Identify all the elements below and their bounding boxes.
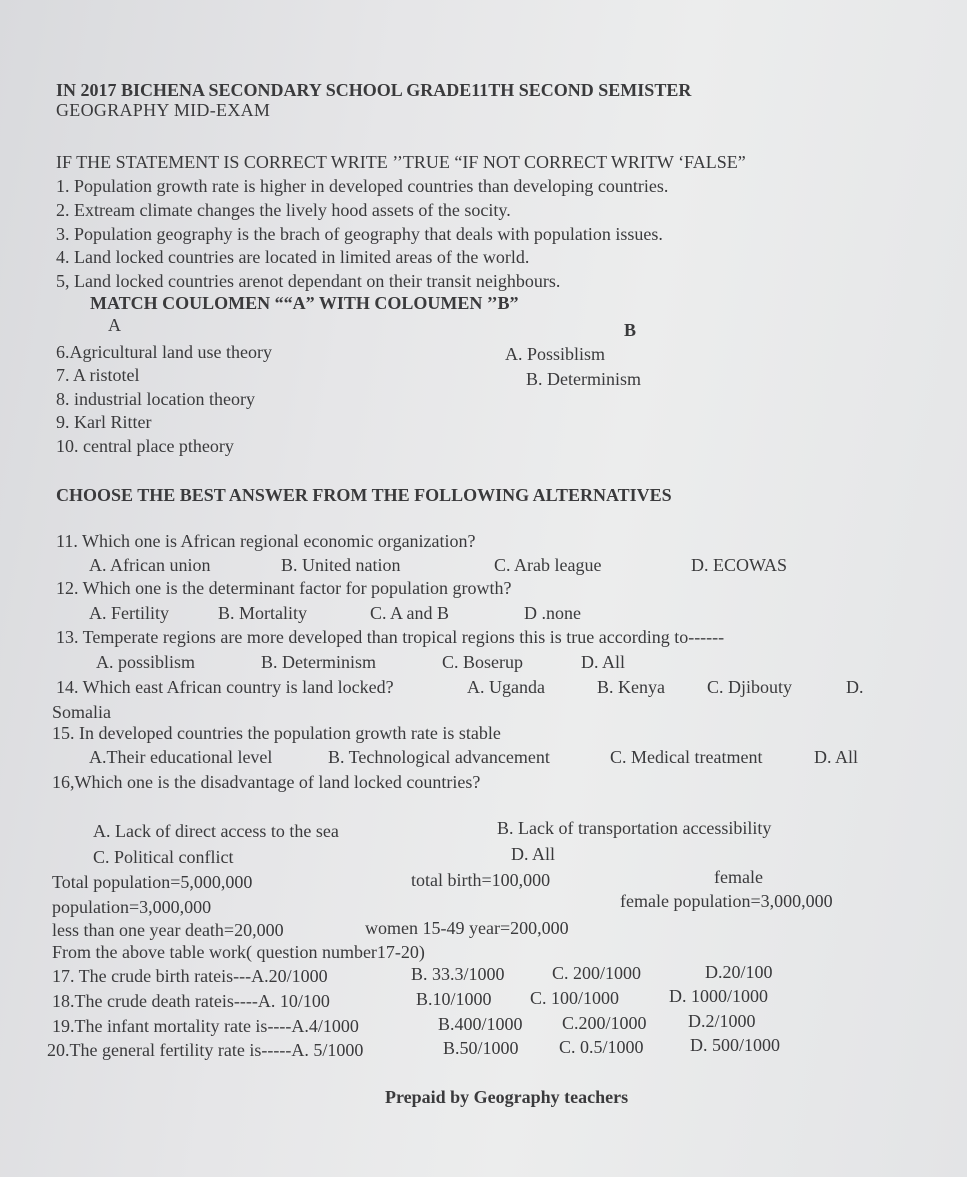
q17-option-d: D.20/100 [705,962,773,982]
question-1: 1. Population growth rate is higher in developed countries than developing countries. [56,176,669,196]
q14-option-d-letter: D. [846,677,864,697]
q15-option-c: C. Medical treatment [610,747,763,767]
question-18: 18.The crude death rateis----A. 10/100 [52,991,330,1011]
q16-option-a: A. Lack of direct access to the sea [93,821,339,841]
q14-option-b: B. Kenya [597,677,665,697]
multiple-choice-instruction: CHOOSE THE BEST ANSWER FROM THE FOLLOWING ALTERNATIVES [56,485,672,505]
table-infant-death: less than one year death=20,000 [52,920,284,940]
q11-option-b: B. United nation [281,555,401,575]
question-3: 3. Population geography is the brach of geography that deals with population issues. [56,224,663,244]
question-8: 8. industrial location theory [56,389,255,409]
exam-title: IN 2017 BICHENA SECONDARY SCHOOL GRADE11TH SECOND SEMISTER [56,80,692,100]
question-20: 20.The general fertility rate is-----A. 5/1000 [47,1040,364,1060]
match-option-a: A. Possiblism [505,344,606,364]
q12-option-b: B. Mortality [218,603,307,623]
question-16: 16,Which one is the disadvantage of land locked countries? [52,772,481,792]
q14-option-c: C. Djibouty [707,677,793,697]
table-female-label: female [714,867,763,887]
table-total-population: Total population=5,000,000 [52,872,253,892]
q20-option-d: D. 500/1000 [690,1035,780,1055]
q11-option-c: C. Arab league [494,555,602,575]
footer-credit: Prepaid by Geography teachers [385,1087,629,1107]
question-11: 11. Which one is African regional economic organization? [56,531,476,551]
q13-option-b: B. Determinism [261,652,376,672]
q13-option-d: D. All [581,652,626,672]
column-a-header: A [108,315,121,335]
q15-option-a: A.Their educational level [89,747,273,767]
q19-option-c: C.200/1000 [562,1013,647,1033]
table-population: population=3,000,000 [52,897,212,917]
table-instruction: From the above table work( question number17-20) [52,942,425,962]
q17-option-c: C. 200/1000 [552,963,642,983]
q18-option-b: B.10/1000 [416,989,492,1009]
truefalse-instruction: IF THE STATEMENT IS CORRECT WRITE ’’TRUE “IF NOT CORRECT WRITW ‘FALSE” [56,152,746,172]
q15-option-b: B. Technological advancement [328,747,550,767]
question-19: 19.The infant mortality rate is----A.4/1000 [52,1016,359,1036]
q13-option-c: C. Boserup [442,652,523,672]
question-14: 14. Which east African country is land locked? [56,677,394,697]
table-female-population: female population=3,000,000 [620,891,833,911]
question-4: 4. Land locked countries are located in limited areas of the world. [56,247,530,267]
table-women-15-49: women 15-49 year=200,000 [365,918,569,938]
q18-option-d: D. 1000/1000 [669,986,768,1006]
question-17: 17. The crude birth rateis---A.20/1000 [52,966,328,986]
table-total-birth: total birth=100,000 [411,870,551,890]
question-15: 15. In developed countries the population growth rate is stable [52,723,501,743]
question-6: 6.Agricultural land use theory [56,342,272,362]
q20-option-b: B.50/1000 [443,1038,519,1058]
q19-option-b: B.400/1000 [438,1014,523,1034]
question-10: 10. central place ptheory [56,436,234,456]
q12-option-c: C. A and B [370,603,450,623]
q13-option-a: A. possiblism [96,652,196,672]
q14-option-d-text: Somalia [52,702,111,722]
q12-option-a: A. Fertility [89,603,169,623]
q11-option-d: D. ECOWAS [691,555,788,575]
question-7: 7. A ristotel [56,365,140,385]
q15-option-d: D. All [814,747,859,767]
column-b-header: B [624,320,637,340]
q20-option-c: C. 0.5/1000 [559,1037,644,1057]
q18-option-c: C. 100/1000 [530,988,620,1008]
q19-option-d: D.2/1000 [688,1011,756,1031]
question-12: 12. Which one is the determinant factor for population growth? [56,578,512,598]
q16-option-c: C. Political conflict [93,847,234,867]
matching-instruction: MATCH COULOMEN ““A” WITH COLOUMEN ’’B” [90,293,519,313]
q14-option-a: A. Uganda [467,677,545,697]
match-option-b: B. Determinism [526,369,641,389]
q12-option-d: D .none [524,603,581,623]
exam-subtitle: GEOGRAPHY MID-EXAM [56,100,271,120]
q16-option-d: D. All [511,844,556,864]
q16-option-b: B. Lack of transportation accessibility [497,818,772,838]
q17-option-b: B. 33.3/1000 [411,964,505,984]
question-5: 5, Land locked countries arenot dependant on their transit neighbours. [56,271,561,291]
question-9: 9. Karl Ritter [56,412,152,432]
question-13: 13. Temperate regions are more developed than tropical regions this is true according to------ [56,627,725,647]
q11-option-a: A. African union [89,555,211,575]
question-2: 2. Extream climate changes the lively hood assets of the socity. [56,200,511,220]
